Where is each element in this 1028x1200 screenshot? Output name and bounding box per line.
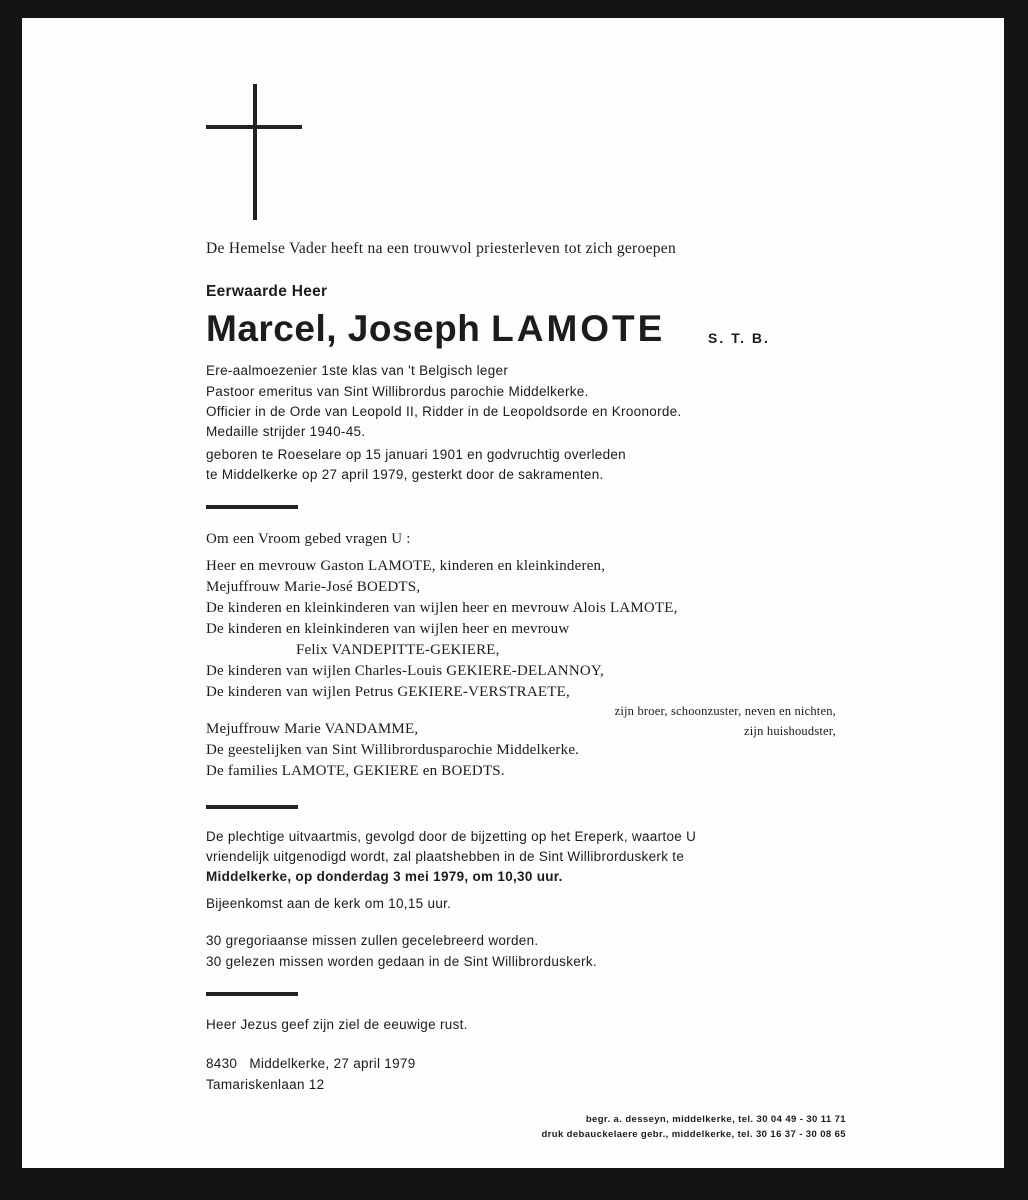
funeral-line: vriendelijk uitgenodigd wordt, zal plaatshebben in de Sint Willibrorduskerk te	[206, 849, 685, 864]
surname: LAMOTE	[491, 308, 666, 349]
gathering-line: Bijeenkomst aan de kerk om 10,15 uur.	[206, 896, 452, 911]
family-line: De kinderen en kleinkinderen van wijlen heer en mevrouw	[206, 621, 570, 637]
divider	[206, 505, 298, 509]
family-line: Mejuffrouw Marie-José BOEDTS,	[206, 579, 421, 595]
mass-line: 30 gelezen missen worden gedaan in de Sint Willibrorduskerk.	[206, 954, 597, 969]
title-line: Ere-aalmoezenier 1ste klas van 't Belgisch leger	[206, 363, 509, 378]
honorific: Eerwaarde Heer	[206, 283, 328, 300]
blessing-line: Heer Jezus geef zijn ziel de eeuwige rust.	[206, 1017, 468, 1032]
place-date: 8430 Middelkerke, 27 april 1979	[206, 1056, 416, 1071]
mass-line: 30 gregoriaanse missen zullen gecelebreerd worden.	[206, 933, 539, 948]
address: Tamariskenlaan 12	[206, 1077, 325, 1092]
academic-suffix: S. T. B.	[708, 330, 770, 346]
title-line: Officier in de Orde van Leopold II, Ridder in de Leopoldsorde en Kroonorde.	[206, 404, 682, 419]
death-notice-card	[22, 18, 1004, 1168]
families-line: De families LAMOTE, GEKIERE en BOEDTS.	[206, 763, 505, 779]
given-names: Marcel, Joseph	[206, 308, 481, 349]
title-line: Medaille strijder 1940-45.	[206, 424, 366, 439]
title-line: Pastoor emeritus van Sint Willibrordus parochie Middelkerke.	[206, 384, 589, 399]
printer-line: druk debauckelaere gebr., middelkerke, tel. 30 16 37 - 30 08 65	[541, 1129, 846, 1140]
deceased-name	[206, 308, 665, 350]
clergy-line: De geestelijken van Sint Willibrordusparochie Middelkerke.	[206, 742, 580, 758]
divider	[206, 992, 298, 996]
life-line: geboren te Roeselare op 15 januari 1901 en godvruchtig overleden	[206, 447, 626, 462]
family-relation: zijn broer, schoonzuster, neven en nichten,	[614, 704, 836, 718]
printer-line: begr. a. desseyn, middelkerke, tel. 30 04 49 - 30 11 71	[585, 1114, 846, 1125]
family-line: De kinderen en kleinkinderen van wijlen heer en mevrouw Alois LAMOTE,	[206, 600, 678, 616]
family-line: Heer en mevrouw Gaston LAMOTE, kinderen en kleinkinderen,	[206, 558, 606, 574]
intro-line: De Hemelse Vader heeft na een trouwvol priesterleven tot zich geroepen	[206, 240, 677, 257]
life-line: te Middelkerke op 27 april 1979, gesterkt door de sakramenten.	[206, 467, 604, 482]
family-line: De kinderen van wijlen Petrus GEKIERE-VERSTRAETE,	[206, 684, 570, 700]
housekeeper-name: Mejuffrouw Marie VANDAMME,	[206, 721, 419, 737]
funeral-line: De plechtige uitvaartmis, gevolgd door de bijzetting op het Ereperk, waartoe U	[206, 829, 697, 844]
prayer-request: Om een Vroom gebed vragen U :	[206, 531, 411, 547]
family-line: Felix VANDEPITTE-GEKIERE,	[296, 642, 500, 658]
family-line: De kinderen van wijlen Charles-Louis GEKIERE-DELANNOY,	[206, 663, 604, 679]
housekeeper-relation: zijn huishoudster,	[744, 724, 836, 738]
divider	[206, 805, 298, 809]
funeral-date: Middelkerke, op donderdag 3 mei 1979, om 10,30 uur.	[206, 869, 563, 884]
